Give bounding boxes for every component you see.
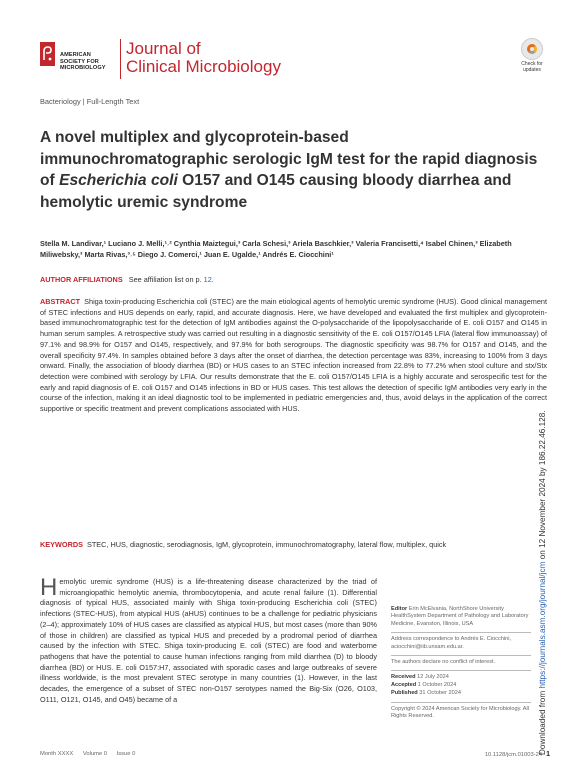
author-list: Stella M. Landivar,¹ Luciano J. Melli,¹˒² Cynthia Maiztegui,³ Carla Schesi,³ Ariela Baschkier,³ Valeria Francisetti,⁴ Isabel Chinen,³ Elizabeth Miliwebsky,³ Marta Rivas,³˒⁵ Diego J. Comerci,¹ Juan E. Ugalde,¹ Andrés E. Ciocchini¹: [40, 239, 512, 259]
body-paragraph: [40, 574, 377, 705]
editor-block: [391, 603, 531, 628]
journal-name[interactable]: [126, 40, 281, 76]
affiliations-text: See affiliation list on p.: [128, 275, 202, 284]
check-for-updates-label: Check for updates: [521, 61, 543, 73]
conflict-block: The authors declare no conflict of interest.: [391, 655, 531, 666]
footer-month: Month XXXX: [40, 751, 74, 757]
society-name: [60, 52, 106, 72]
abstract-text: Shiga toxin-producing Escherichia coli (STEC) are the main etiological agents of hemolytic uremic syndrome (HUS). Good clinical management of STEC infections and HUS depends on early, rapid, and accurate diagnosis. Here, we have developed and evaluated the first multiplex and glycoprotein-based immunochromatographic test for the detection of IgM antibodies against the O-polysaccharide of the lipopolysaccharide of E. coli O157 and O145 in human serum samples. A retrospective study was carried out resulting in a diagnostic sensitivity of the E. coli O157/O145 LFIA (lateral flow immunoassay) of 97.1% and 98.9% for O157 and O145, respectively, and 97.9% for both serogroups. The diagnostic specificity was 98.7% for O157 and O145, and the overall specificity 97.4%. In samples obtained before 3 days after the onset of diarrhea, the detection percentage was 83%, increasing to 100% from 3 days onward. Finally, the association of bloody diarrhea (BD) or HUS cases to an STEC infection increased from 22.8% to 77.2% when stool culture and stx/Stx detection were combined with serology by LFIA. Our results demonstrate that the E. coli O157/O145 LFIA is a highly accurate and serospecific test for the early and rapid diagnosis of E. coli O157 and O145 infections in BD or HUS cases. This test allows the detection of specific IgM antibodies very early in the course of the infection, making it an ideal diagnostic tool to be implemented in pediatric emergencies and, thus, avoid delays in the application of the correct supportive or specific treatment and prevent complications associated with HUS.: [40, 297, 547, 414]
correspondence-block: Address correspondence to Andrés E. Ciocchini, aciocchini@iib.unsam.edu.ar.: [391, 632, 531, 651]
body-text: emolytic uremic syndrome (HUS) is a life-threatening disease characterized by the triad of microangiopathic hemolytic anemia, thrombocytopenia, and acute renal failure (1). Differential diagnosis of typical HUS, associated mainly with Shiga toxin-producing Escherichia coli (STEC) infections (STEC-HUS), from atypical HUS (aHUS) continues to be a challenge for pediatric physicians (2–4); approximately 10% of HUS cases are classified as atypical HUS, but most cases (more than 90% of those in children) are classified as typical HUS and preceded by a prodromal period of diarrhea caused by the infection with STEC. Shiga toxin-producing E. coli (STEC) are food and waterborne pathogens that have the potential to cause human infections ranging from mild diarrhea (D) to bloody diarrhea (BD) or HUS. E. coli O157:H7, associated with sporadic cases and large outbreaks of severe illness worldwide, is the most prevalent STEC serotype in many countries (1). However, in the last decades, the emergence of a subset of STEC non-O157 serotypes named the Big-Six (O26, O103, O111, O121, O145, and O45) became of a: [40, 577, 377, 704]
journal-name-line-2: Clinical Microbiology: [126, 57, 281, 76]
drop-cap: H: [40, 574, 58, 601]
asm-logo-mark-icon: [40, 42, 55, 66]
journal-header: [40, 38, 555, 88]
keywords: [40, 540, 547, 551]
affiliations-line: [40, 275, 214, 284]
footer-doi[interactable]: 10.1128/jcm.01003-24: [484, 752, 543, 758]
article-title: A novel multiplex and glycoprotein-based immunochromatographic serologic IgM test for the rapid diagnosis of Escherichia coli O157 and O145 causing bloody diarrhea and hemolytic uremic syndrome: [40, 129, 538, 211]
affiliations-label[interactable]: AUTHOR AFFILIATIONS: [40, 275, 123, 284]
keywords-text: STEC, HUS, diagnostic, serodiagnosis, IgM, glycoprotein, immunochromatography, lateral flow, multiplex, quick: [86, 540, 447, 549]
keywords-label: KEYWORDS: [40, 540, 83, 549]
accepted-date: 1 October 2024: [417, 682, 457, 689]
footer-issue: Issue 0: [116, 751, 136, 757]
download-link[interactable]: https://journals.asm.org/journal/jcm: [538, 561, 547, 689]
society-line-1: AMERICAN: [60, 52, 91, 58]
abstract: [40, 297, 547, 415]
asm-logo[interactable]: [40, 38, 110, 80]
check-for-updates-icon: [521, 38, 543, 60]
journal-name-line-1: Journal of: [126, 39, 201, 58]
footer-volume: Volume 0: [82, 751, 107, 757]
download-note: Downloaded from https://journals.asm.org/journal/jcm on 12 November 2024 by 186.22.46.128.: [538, 410, 547, 755]
page-number: 1: [546, 751, 550, 758]
article-info-sidebar: [391, 603, 531, 725]
editor-text: Erin McElvania, NorthShore University HealthSystem Department of Pathology and Laboratory Medicine, Evanston, Illinois, USA: [391, 606, 529, 627]
received-date: 12 July 2024: [417, 674, 449, 681]
published-date: 31 October 2024: [419, 690, 461, 697]
header-divider: [120, 39, 121, 79]
society-line-2: SOCIETY FOR: [60, 58, 99, 65]
editor-label: Editor: [391, 606, 408, 612]
society-line-3: MICROBIOLOGY: [60, 65, 106, 72]
dates-block: Received 12 July 2024 Accepted 1 October 2024 Published 31 October 2024: [391, 670, 531, 697]
abstract-label: ABSTRACT: [40, 297, 81, 306]
page-footer: [40, 749, 550, 761]
check-for-updates-button[interactable]: [509, 38, 555, 84]
article-type: Bacteriology | Full-Length Text: [40, 97, 140, 106]
copyright-block: Copyright © 2024 American Society for Microbiology. All Rights Reserved.: [391, 702, 531, 721]
affiliations-page-link[interactable]: 12.: [203, 275, 214, 284]
